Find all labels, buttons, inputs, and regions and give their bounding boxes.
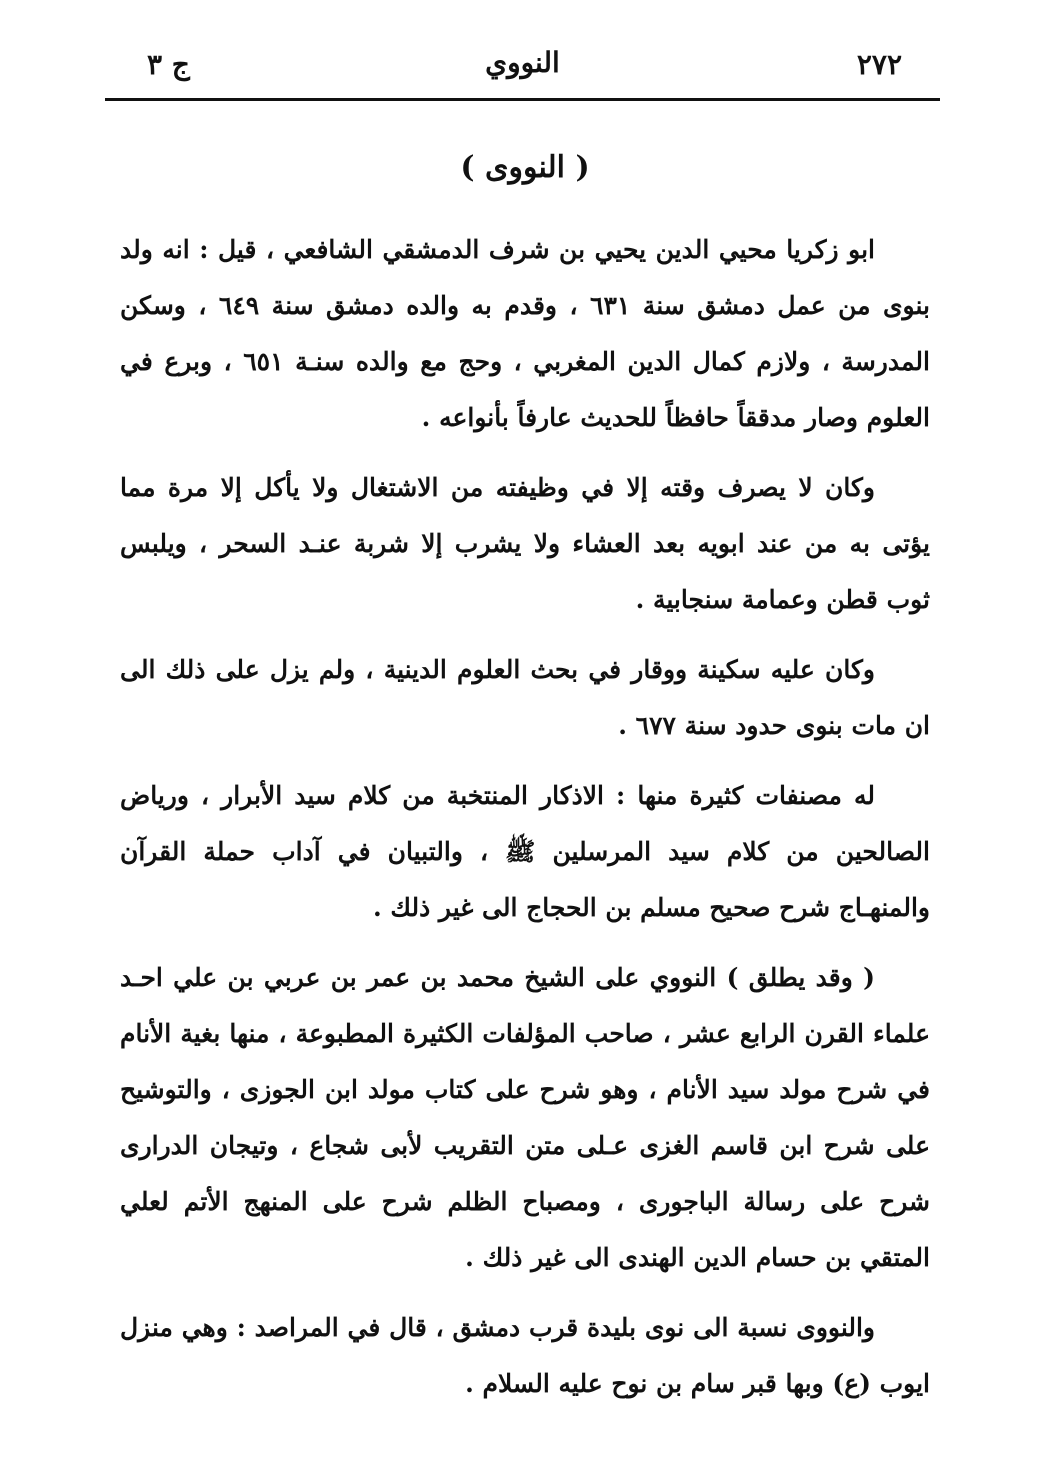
volume-label: ج ٣ <box>147 48 190 81</box>
entry-body <box>120 222 930 1426</box>
paragraph-biography: ابو زكريا محيي الدين يحيي بن شرف الدمشقي الشافعي ، قيل : انه ولد بنوى من عمل دمشق سنة ٦٣١ ، وقدم به والده دمشق سنة ٦٤٩ ، وسكن المدرسة ، ولازم كمال الدين المغربي ، وحج مع والده سنـة ٦٥١ ، وبرع في العلوم وصار مدققاً حافظاً للحديث عارفاً بأنواعه . <box>120 235 930 432</box>
paragraph-habits: وكان لا يصرف وقته إلا في وظيفته من الاشتغال ولا يأكل إلا مرة مما يؤتى به من عند ابويه بعد العشاء ولا يشرب إلا شربة عنـد السحر ، ويلبس ثوب قطن وعمامة سنجابية . <box>120 473 930 614</box>
paragraph-works: له مصنفات كثيرة منها : الاذكار المنتخبة من كلام سيد الأبرار ، ورياض الصالحين من كلام سيد المرسلين ﷺ ، والتبيان في آداب حملة القرآن والمنهـاج شرح صحيح مسلم بن الحجاج الى غير ذلك . <box>120 781 930 922</box>
paragraph-nisba: والنووى نسبة الى نوى بليدة قرب دمشق ، قال في المراصد : وهي منزل ايوب (ع) وبها قبر سام بن نوح عليه السلام . <box>120 1313 930 1398</box>
running-header <box>105 38 940 101</box>
running-title: النووي <box>485 46 560 79</box>
page-number: ٢٧٢ <box>856 48 902 81</box>
entry-title: ( النووى ) <box>460 150 590 185</box>
paragraph-death: وكان عليه سكينة ووقار في بحث العلوم الدينية ، ولم يزل على ذلك الى ان مات بنوى حدود سنة ٦٧٧ . <box>120 655 930 740</box>
paragraph-second-nawawi: ( وقد يطلق ) النووي على الشيخ محمد بن عمر بن عربي بن علي احـد علماء القرن الرابع عشر ، صاحب المؤلفات الكثيرة المطبوعة ، منها بغية الأنام في شرح مولد سيد الأنام ، وهو شرح على كتاب مولد ابن الجوزى ، والتوشيح على شرح ابن قاسم الغزى عـلى متن التقريب لأبى شجاع ، وتيجان الدرارى شرح على رسالة الباجورى ، ومصباح الظلم شرح على المنهج الأتم لعلي المتقي بن حسام الدين الهندى الى غير ذلك . <box>120 963 930 1272</box>
